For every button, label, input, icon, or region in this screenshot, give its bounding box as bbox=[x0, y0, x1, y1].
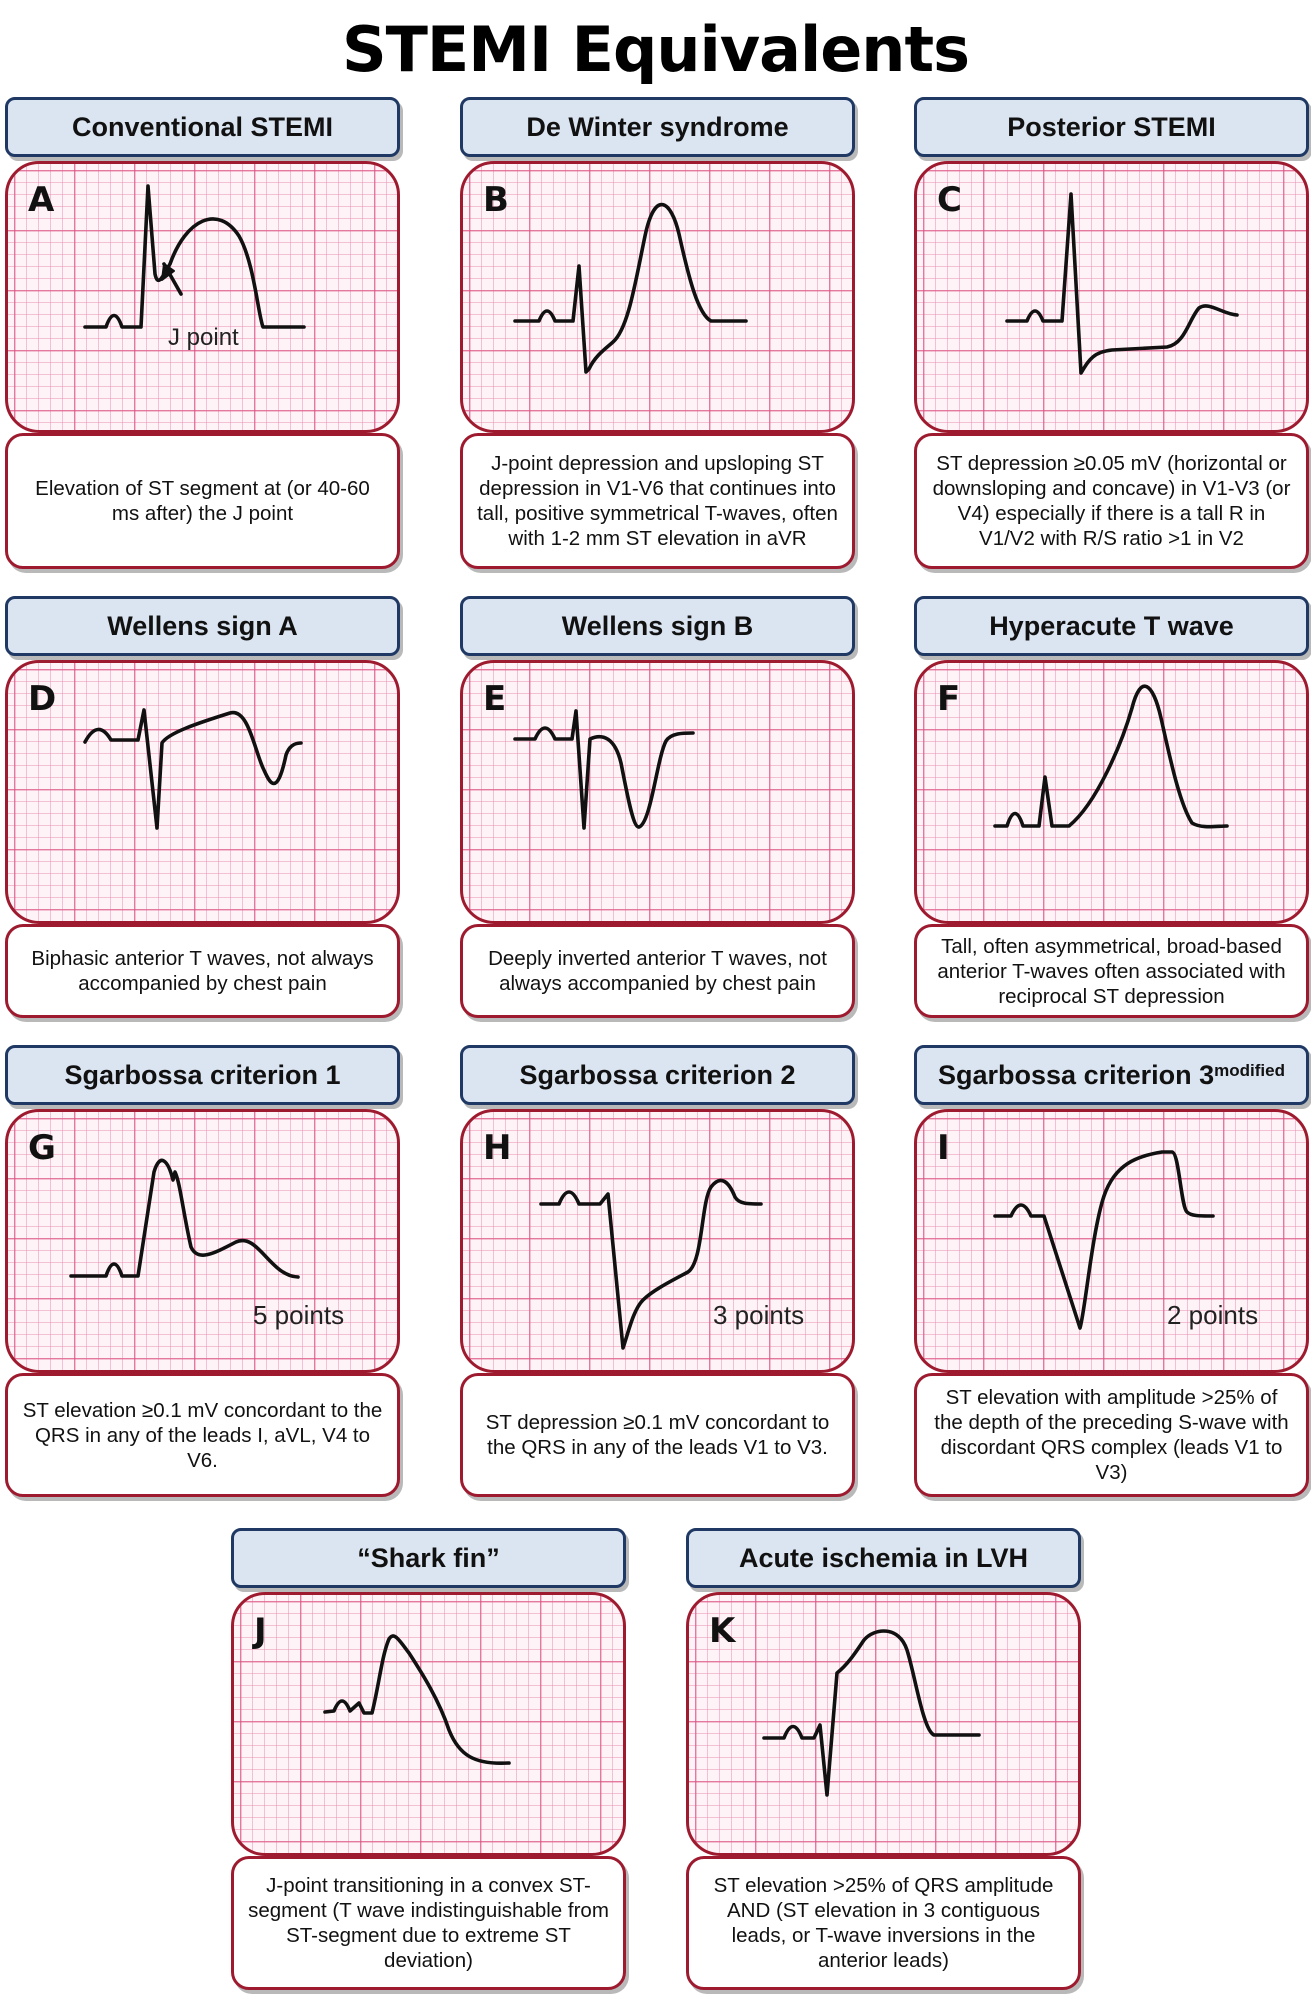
panel-caption-text: Deeply inverted anterior T waves, not always accompanied by chest pain bbox=[488, 947, 827, 995]
ecg-trace bbox=[463, 164, 855, 433]
panel-caption bbox=[231, 1856, 626, 1990]
panel-caption bbox=[460, 1373, 855, 1497]
ecg-grid bbox=[914, 161, 1309, 433]
panel-letter: I bbox=[937, 1128, 950, 1168]
ecg-trace bbox=[8, 164, 400, 433]
points-label: 5 points bbox=[253, 1300, 345, 1330]
panel-letter: E bbox=[483, 679, 507, 719]
panel-heading bbox=[231, 1528, 626, 1588]
panel-caption-text: Tall, often asymmetrical, broad-based anterior T-waves often associated with reciprocal ST depression bbox=[937, 934, 1286, 1008]
ecg-grid bbox=[231, 1592, 626, 1856]
ecg-trace bbox=[8, 1112, 400, 1373]
ecg-grid bbox=[5, 1109, 400, 1373]
ecg-trace bbox=[917, 164, 1309, 433]
panel-heading bbox=[686, 1528, 1081, 1588]
points-label: 3 points bbox=[713, 1300, 805, 1330]
ecg-grid bbox=[914, 660, 1309, 924]
panel-caption bbox=[686, 1856, 1081, 1990]
panel-heading bbox=[5, 1045, 400, 1105]
panel-caption bbox=[914, 433, 1309, 569]
panel-caption-text: ST elevation with amplitude >25% of the depth of the preceding S-wave with discordant QRS complex (leads V1 to V3) bbox=[934, 1386, 1289, 1484]
panel-heading-text: Wellens sign A bbox=[107, 610, 298, 641]
panel-heading-text: Sgarbossa criterion 2 bbox=[519, 1059, 796, 1090]
panel-heading-text: De Winter syndrome bbox=[526, 111, 789, 142]
panel-heading bbox=[914, 596, 1309, 656]
panel-caption-text: ST elevation ≥0.1 mV concordant to the QRS in any of the leads I, aVL, V4 to V6. bbox=[22, 1398, 383, 1472]
panel-heading bbox=[460, 97, 855, 157]
panel-letter: H bbox=[483, 1128, 512, 1168]
panel-caption-text: J-point depression and upsloping ST depression in V1-V6 that continues into tall, positive symmetrical T-waves, often with 1-2 mm ST elevation in aVR bbox=[477, 452, 838, 550]
panel-heading-text: Wellens sign B bbox=[561, 610, 754, 641]
panel-caption bbox=[460, 924, 855, 1018]
ecg-trace bbox=[689, 1595, 1081, 1856]
ecg-grid bbox=[460, 660, 855, 924]
page-title: STEMI Equivalents bbox=[341, 13, 969, 86]
j-point-label: J point bbox=[168, 324, 239, 351]
points-label: 2 points bbox=[1167, 1300, 1259, 1330]
panel-heading-text: Acute ischemia in LVH bbox=[738, 1542, 1029, 1573]
panel-heading bbox=[914, 97, 1309, 157]
panel-caption bbox=[914, 1373, 1309, 1497]
ecg-trace bbox=[463, 1112, 855, 1373]
panel-heading-text: Hyperacute T wave bbox=[989, 610, 1234, 641]
panel-caption bbox=[914, 924, 1309, 1018]
panel-letter: J bbox=[254, 1611, 267, 1651]
ecg-grid bbox=[5, 660, 400, 924]
panel-letter: A bbox=[28, 180, 55, 220]
panel-heading bbox=[5, 97, 400, 157]
panel-letter: B bbox=[483, 180, 509, 220]
ecg-grid bbox=[5, 161, 400, 433]
panel-heading-text: “Shark fin” bbox=[357, 1542, 500, 1573]
panel-caption-text: J-point transitioning in a convex ST-segment (T wave indistinguishable from ST-segment due to extreme ST deviation) bbox=[248, 1874, 609, 1972]
panel-caption-text: Biphasic anterior T waves, not always accompanied by chest pain bbox=[31, 947, 374, 995]
panel-caption-text: ST depression ≥0.1 mV concordant to the QRS in any of the leads V1 to V3. bbox=[485, 1411, 830, 1459]
panel-letter: K bbox=[709, 1611, 736, 1651]
heading-superscript: modified bbox=[1214, 1061, 1285, 1080]
panel-heading-text: Sgarbossa criterion 1 bbox=[64, 1059, 341, 1090]
panel-letter: G bbox=[28, 1128, 56, 1168]
ecg-grid bbox=[914, 1109, 1309, 1373]
panel-heading-text: Conventional STEMI bbox=[71, 111, 333, 142]
panel-letter: F bbox=[937, 679, 961, 719]
panel-caption bbox=[5, 924, 400, 1018]
panel-caption bbox=[5, 1373, 400, 1497]
ecg-grid bbox=[460, 161, 855, 433]
ecg-trace bbox=[463, 663, 855, 924]
panel-heading bbox=[914, 1045, 1309, 1105]
panel-heading bbox=[460, 1045, 855, 1105]
ecg-trace bbox=[234, 1595, 626, 1856]
panel-letter: D bbox=[28, 679, 57, 719]
panel-caption-text: ST depression ≥0.05 mV (horizontal or downsloping and concave) in V1-V3 (or V4) especially if there is a tall R in V1/V2 with R/S ratio >1 in V2 bbox=[932, 452, 1291, 550]
panel-letter: C bbox=[937, 180, 962, 220]
ecg-grid bbox=[460, 1109, 855, 1373]
panel-caption-text: Elevation of ST segment at (or 40-60 ms after) the J point bbox=[35, 477, 370, 525]
panel-heading-text: Posterior STEMI bbox=[1007, 111, 1216, 142]
ecg-trace bbox=[917, 663, 1309, 924]
panel-heading bbox=[5, 596, 400, 656]
panel-caption bbox=[5, 433, 400, 569]
ecg-grid bbox=[686, 1592, 1081, 1856]
panel-caption bbox=[460, 433, 855, 569]
ecg-trace bbox=[8, 663, 400, 924]
panel-caption-text: ST elevation >25% of QRS amplitude AND (ST elevation in 3 contiguous leads, or T-wave inversions in the anterior leads) bbox=[713, 1874, 1054, 1972]
panel-heading bbox=[460, 596, 855, 656]
panel-heading-text: Sgarbossa criterion 3 bbox=[938, 1059, 1215, 1090]
ecg-trace bbox=[917, 1112, 1309, 1373]
